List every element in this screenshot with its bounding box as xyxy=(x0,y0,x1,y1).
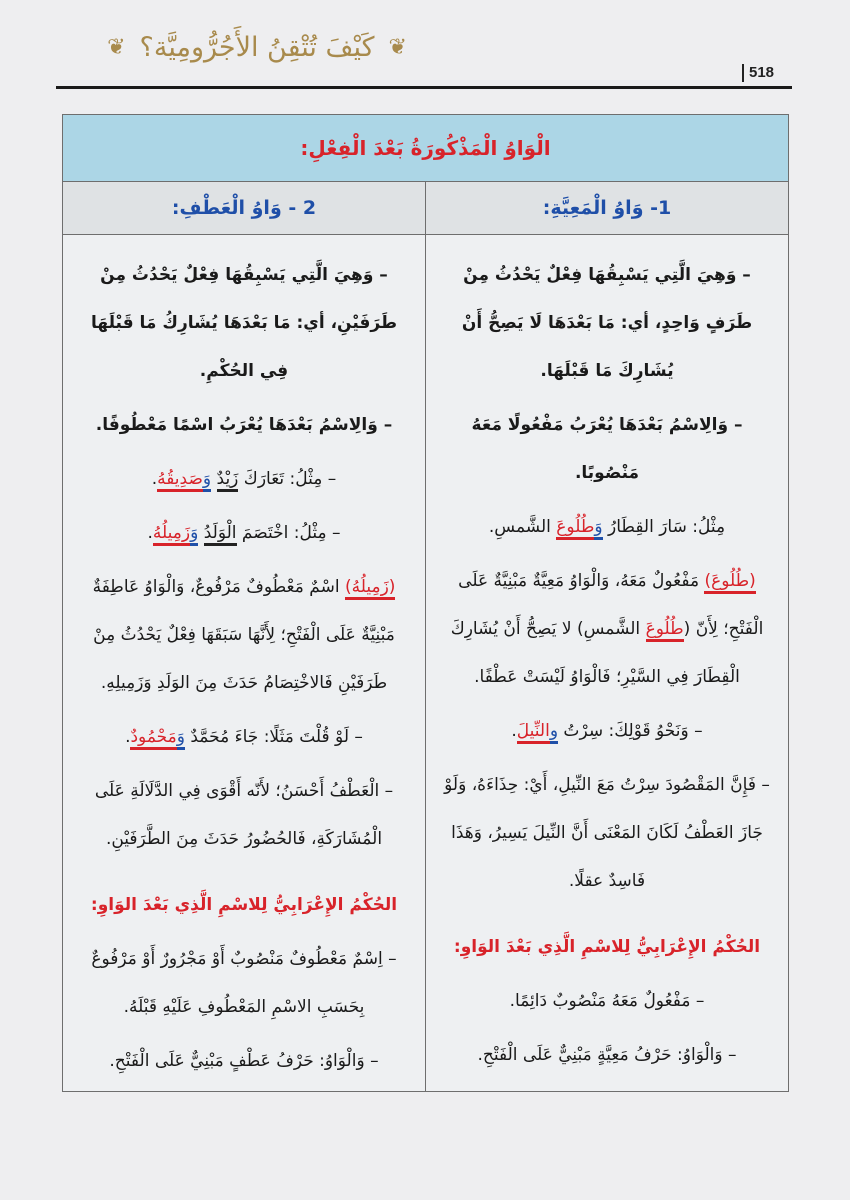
highlighted-word: و xyxy=(550,721,558,744)
text-segment: الشَّمسِ. xyxy=(488,517,557,537)
paragraph xyxy=(440,557,774,701)
highlighted-word: وَ xyxy=(203,469,211,492)
text-segment: – وَنَحْوُ قَوْلِكَ: سِرْتُ xyxy=(558,721,703,741)
text-segment xyxy=(198,523,203,543)
highlighted-word: (طُلُوعَ) xyxy=(704,571,755,594)
text-segment: – الْعَطْفُ أَحْسَنُ؛ لأَنّه أَقْوَى فِي الدَّلَالَةِ عَلَى الْمُشَارَكَةِ، فَالحُضُورُ حَدَثَ مِنَ الطَّرَفَيْنِ. xyxy=(94,781,394,849)
paragraph xyxy=(440,503,774,551)
paragraph xyxy=(77,455,411,503)
highlighted-word: زَمِيلُهُ xyxy=(153,523,190,546)
paragraph xyxy=(440,761,774,905)
column-heading-maiyya: 1- وَاوُ الْمَعِيَّةِ: xyxy=(542,197,672,220)
text-segment: . xyxy=(147,523,153,543)
text-segment: – مِثْلُ: اخْتَصَمَ xyxy=(236,523,341,543)
highlighted-word: الْوَلَدُ xyxy=(204,523,237,546)
floral-ornament-icon: ❦ xyxy=(107,34,126,60)
section-subheading xyxy=(440,923,774,971)
text-segment: . xyxy=(511,721,517,741)
text-segment: – مِثْلُ: تَعَارَكَ xyxy=(238,469,337,489)
floral-ornament-icon: ❦ xyxy=(388,34,407,60)
highlighted-word: طُلُوعَ xyxy=(556,517,594,540)
text-segment: – وَالْوَاوُ: حَرْفُ مَعِيَّةٍ مَبْنِيٌّ عَلَى الْفَتْحِ. xyxy=(477,1045,737,1065)
book-title: كَيْفَ تُتْقِنُ الأَجُرُّومِيَّة؟ xyxy=(139,31,375,63)
column-maiyya xyxy=(426,235,788,1091)
text-segment: مَفْعُولٌ مَعَهُ، وَالْوَاوُ مَعِيَّةٌ مَبْنِيَّةٌ عَلَى الْفَتْحِ؛ لِأَنّ ( xyxy=(458,571,764,639)
paragraph xyxy=(77,935,411,1031)
text-segment: – وَهِيَ الَّتِي يَسْبِقُهَا فِعْلٌ يَحْدُثُ مِنْ طَرَفَيْنِ، أي: مَا بَعْدَهَا يُشَارِكُ مَا قَبْلَهَا فِي الحُكْمِ. xyxy=(91,265,397,381)
highlighted-word: طُلُوعَ xyxy=(646,619,684,642)
text-segment: الحُكْمُ الإِعْرَابِيُّ لِلاسْمِ الَّذِي بَعْدَ الوَاوِ: xyxy=(453,937,761,957)
text-segment: – اِسْمٌ مَعْطُوفٌ مَنْصُوبٌ أَوْ مَجْرُورٌ أَوْ مَرْفُوعٌ بِحَسَبِ الاسْمِ المَعْطُوفِ عَلَيْهِ قَبْلَهُ. xyxy=(91,949,397,1017)
highlighted-word: مَحْمُودٌ xyxy=(130,727,176,750)
text-segment: . xyxy=(151,469,158,489)
text-segment: – وَالِاسْمُ بَعْدَهَا يُعْرَبُ اسْمًا مَعْطُوفًا. xyxy=(95,415,393,435)
text-segment: – وَالِاسْمُ بَعْدَهَا يُعْرَبُ مَفْعُولًا مَعَهُ مَنْصُوبًا. xyxy=(471,415,743,483)
paragraph xyxy=(440,251,774,395)
text-segment xyxy=(211,469,216,489)
text-segment: – وَالْوَاوُ: حَرْفُ عَطْفٍ مَبْنِيٌّ عَلَى الْفَتْحِ. xyxy=(109,1051,379,1071)
text-segment: . xyxy=(125,727,131,747)
highlighted-word: وَ xyxy=(594,517,602,540)
paragraph xyxy=(440,707,774,755)
text-segment: اسْمٌ مَعْطُوفٌ مَرْفُوعٌ، وَالْوَاوُ عَاطِفَةٌ مَبْنِيَّةٌ عَلَى الْفَتْحِ؛ لِأَنَّهَا سَبَقَهَا فِعْلٌ يَحْدُثُ مِنْ طَرَفَيْنِ فَالاخْتِصَامُ حَدَثَ مِنَ الوَلَدِ وَزَمِيلِهِ. xyxy=(92,577,395,693)
highlighted-word: وَ xyxy=(177,727,185,750)
highlighted-word: النِّيلَ xyxy=(517,721,550,744)
comparison-table xyxy=(62,114,789,1092)
paragraph xyxy=(77,767,411,863)
column-heading-atf: 2 - وَاوُ الْعَطْفِ: xyxy=(63,182,426,234)
paragraph xyxy=(440,1031,774,1079)
paragraph xyxy=(77,713,411,761)
paragraph xyxy=(77,401,411,449)
paragraph xyxy=(77,509,411,557)
table-header-row xyxy=(63,182,788,235)
header-rule xyxy=(56,86,792,89)
highlighted-word: صَدِيقُهُ xyxy=(157,469,203,492)
paragraph xyxy=(77,251,411,395)
table-title: الْوَاوُ الْمَذْكُورَةُ بَعْدَ الْفِعْلِ: xyxy=(63,115,788,182)
paragraph xyxy=(440,977,774,1025)
text-segment: – فَإِنَّ المَقْصُودَ سِرْتُ مَعَ النِّيلِ، أَيْ: حِذَاءَهُ، وَلَوْ جَازَ العَطْفُ لَكَانَ المَعْنَى أَنَّ النِّيلَ يَسِيرُ، وَهَذَا فَاسِدٌ عقلًا. xyxy=(444,775,770,891)
paragraph xyxy=(77,563,411,707)
text-segment: الشَّمسِ) لا يَصِحُّ أَنْ يُشَارِكَ الْقِطَارَ فِي السَّيْرِ؛ فَالْوَاوُ لَيْسَتْ عَطْفًا. xyxy=(450,619,740,687)
page-number: 518 xyxy=(742,64,774,82)
paragraph xyxy=(77,1037,411,1085)
paragraph xyxy=(440,401,774,497)
highlighted-word: زَيْدٌ xyxy=(217,469,239,492)
text-segment: الحُكْمُ الإِعْرَابِيُّ لِلاسْمِ الَّذِي بَعْدَ الوَاوِ: xyxy=(90,895,398,915)
running-header xyxy=(92,22,422,72)
column-atf xyxy=(63,235,426,1091)
section-subheading xyxy=(77,881,411,929)
text-segment: – وَهِيَ الَّتِي يَسْبِقُهَا فِعْلٌ يَحْدُثُ مِنْ طَرَفٍ وَاحِدٍ، أي: مَا بَعْدَهَا لَا يَصِحُّ أَنْ يُشَارِكَ مَا قَبْلَهَا. xyxy=(461,265,753,381)
highlighted-word: وَ xyxy=(190,523,198,546)
text-segment: – مَفْعُولٌ مَعَهُ مَنْصُوبٌ دَائِمًا. xyxy=(509,991,705,1011)
highlighted-word: (زَمِيلُهُ) xyxy=(345,577,395,600)
text-segment: مِثْلُ: سَارَ القِطَارُ xyxy=(602,517,726,537)
text-segment: – لَوْ قُلْتَ مَثَلًا: جَاءَ مُحَمَّدٌ xyxy=(184,727,363,747)
table-body-row xyxy=(63,235,788,1091)
